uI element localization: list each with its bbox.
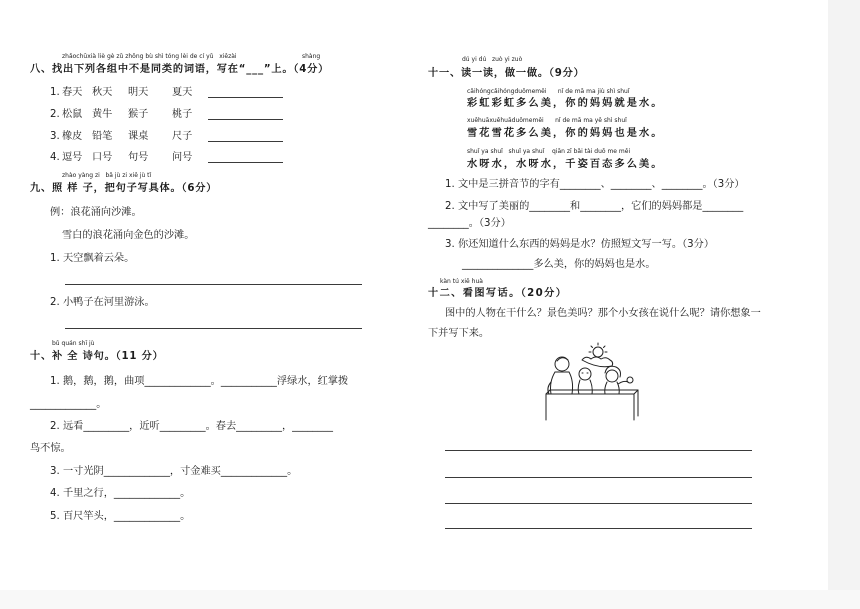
example-answer: 雪白的浪花涌向金色的沙滩。 bbox=[62, 230, 195, 241]
word-option: 句号 bbox=[128, 152, 149, 163]
answer-blank bbox=[208, 97, 283, 98]
section11-title: 十一、读一读，做一做。（9分） bbox=[428, 68, 585, 79]
question-row bbox=[0, 130, 380, 144]
answer-line bbox=[65, 284, 362, 285]
word-option: 猴子 bbox=[128, 109, 149, 120]
poem-fill-line: 1. 鹅，鹅，鹅，曲项_____________。___________浮绿水，红掌拨 bbox=[50, 376, 349, 387]
scan-edge bbox=[828, 0, 860, 609]
example-sentence: 例：浪花涌向沙滩。 bbox=[50, 207, 142, 218]
word-option: 逗号 bbox=[62, 152, 83, 163]
section11-pinyin: dú yi dú zuò yi zuò bbox=[462, 56, 523, 63]
row-number: 2. bbox=[50, 109, 60, 120]
section9-pinyin: zhào yàng zi bǎ jù zi xiě jù tǐ bbox=[62, 172, 152, 179]
word-option: 春天 bbox=[62, 87, 83, 98]
poem-fill-line: 2. 远看_________，近听_________。春去_________，________ bbox=[50, 421, 333, 432]
child-figure-boy bbox=[548, 357, 573, 394]
poem-fill-line: 3. 一寸光阴_____________，寸金难买_____________。 bbox=[50, 466, 298, 477]
question-row bbox=[0, 86, 380, 100]
question-row bbox=[0, 151, 380, 165]
section12-title: 十二、看图写话。（20分） bbox=[428, 288, 568, 299]
section10-pinyin: bǔ quán shī jù bbox=[52, 340, 95, 347]
writing-prompt: 图中的人物在干什么？景色美吗？那个小女孩在说什么呢？请你想象一 bbox=[445, 308, 761, 319]
word-option: 问号 bbox=[172, 152, 193, 163]
row-number: 3. bbox=[50, 131, 60, 142]
word-option: 尺子 bbox=[172, 131, 193, 142]
question-text: 2. 文中写了美丽的________和________，它们的妈妈都是________ bbox=[445, 201, 744, 212]
poem-pinyin: xuěhuāxuěhuāduōmeměi nǐ de mā ma yě shì shuǐ bbox=[467, 117, 627, 124]
poem-fill-line: _____________。 bbox=[30, 399, 107, 410]
word-option: 铅笔 bbox=[92, 131, 113, 142]
scan-edge-bottom bbox=[0, 590, 860, 609]
question-row bbox=[0, 108, 380, 122]
poem-line: 彩虹彩虹多么美，你的妈妈就是水。 bbox=[467, 98, 664, 109]
word-option: 橡皮 bbox=[62, 131, 83, 142]
section9-title: 九、照 样 子，把句子写具体。（6分） bbox=[30, 183, 218, 194]
word-option: 桃子 bbox=[172, 109, 193, 120]
writing-line bbox=[445, 477, 752, 478]
section10-title: 十、补 全 诗句。（11 分） bbox=[30, 351, 164, 362]
question-text: 3. 你还知道什么东西的妈妈是水？仿照短文写一写。（3分） bbox=[445, 239, 715, 250]
writing-line bbox=[445, 528, 752, 529]
question-text: ________。（3分） bbox=[428, 218, 511, 229]
word-option: 课桌 bbox=[128, 131, 149, 142]
answer-line bbox=[65, 328, 362, 329]
row-number: 4. bbox=[50, 152, 60, 163]
cloud-scribble bbox=[582, 357, 613, 367]
question-text: 1. 天空飘着云朵。 bbox=[50, 253, 135, 264]
sun-icon bbox=[589, 343, 607, 357]
word-option: 秋天 bbox=[92, 87, 113, 98]
answer-blank bbox=[208, 119, 283, 120]
poem-line: 雪花雪花多么美，你的妈妈也是水。 bbox=[467, 128, 664, 139]
children-at-table-illustration bbox=[538, 340, 646, 422]
writing-prompt: 下并写下来。 bbox=[428, 328, 490, 339]
word-option: 夏天 bbox=[172, 87, 193, 98]
poem-line: 水呀水，水呀水，千姿百态多么美。 bbox=[467, 159, 664, 170]
poem-pinyin: shuǐ ya shuǐ shuǐ ya shuǐ qiān zī bǎi tài duō me měi bbox=[467, 148, 631, 155]
word-option: 黄牛 bbox=[92, 109, 113, 120]
question-text: ______________多么美，你的妈妈也是水。 bbox=[462, 259, 656, 270]
word-option: 口号 bbox=[92, 152, 113, 163]
section8-title: 八、找出下列各组中不是同类的词语，写在“___”上。（4分） bbox=[30, 64, 330, 75]
answer-blank bbox=[208, 162, 283, 163]
word-option: 松鼠 bbox=[62, 109, 83, 120]
answer-blank bbox=[208, 141, 283, 142]
question-text: 1. 文中是三拼音节的字有________、________、________。（3分） bbox=[445, 179, 745, 190]
poem-fill-line: 4. 千里之行，_____________。 bbox=[50, 488, 191, 499]
question-text: 2. 小鸭子在河里游泳。 bbox=[50, 297, 155, 308]
row-number: 1. bbox=[50, 87, 60, 98]
poem-fill-line: 5. 百尺竿头，_____________。 bbox=[50, 511, 191, 522]
poem-fill-line: 鸟不惊。 bbox=[30, 443, 71, 454]
word-option: 明天 bbox=[128, 87, 149, 98]
section8-pinyin-tail: shàng bbox=[302, 53, 321, 60]
poem-pinyin: cǎihóngcǎihóngduōmeměi nǐ de mā ma jiù shì shuǐ bbox=[467, 88, 630, 95]
illustration-table bbox=[546, 390, 638, 420]
writing-line bbox=[445, 450, 752, 451]
writing-line bbox=[445, 503, 752, 504]
section8-pinyin: zhǎochūxià liè gè zǔ zhōng bù shì tóng lèi de cí yǔ xiězài bbox=[62, 53, 237, 60]
section12-pinyin: kàn tú xiě huà bbox=[440, 278, 483, 285]
